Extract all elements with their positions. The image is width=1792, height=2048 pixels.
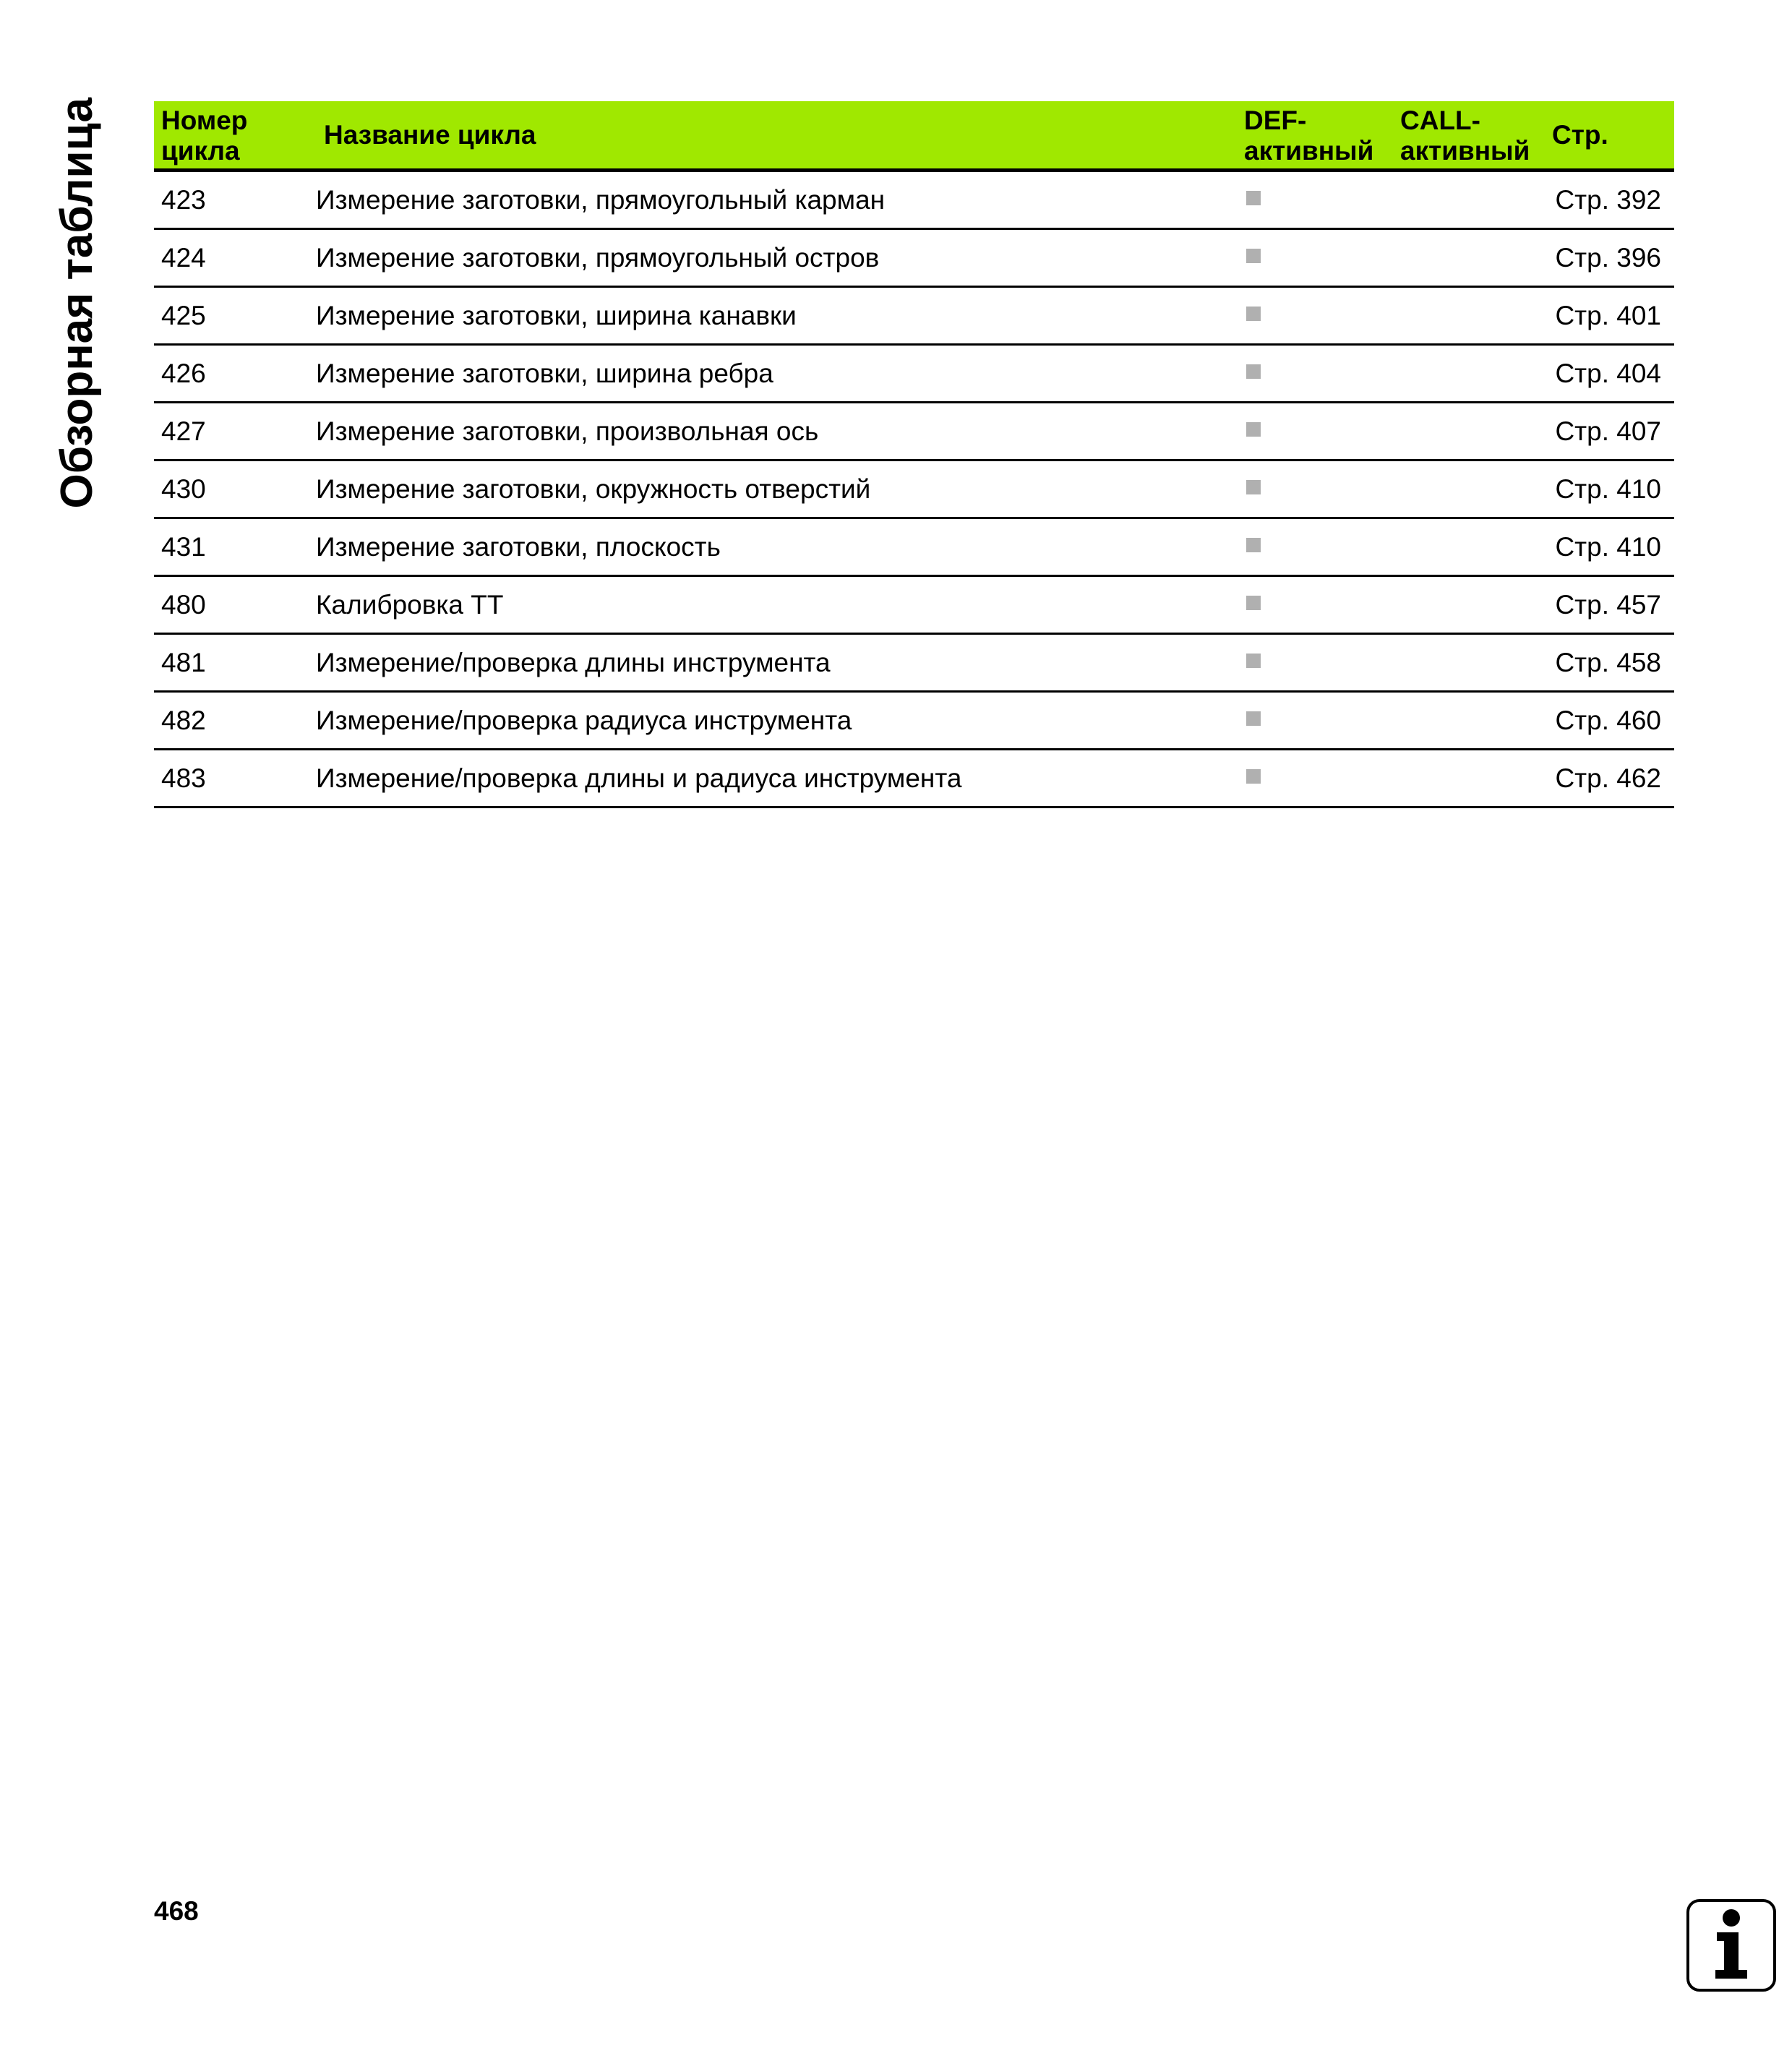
cycle-number: 427	[161, 416, 206, 446]
page-reference: Стр. 462	[1555, 763, 1661, 793]
cycle-name: Измерение заготовки, произвольная ось	[316, 416, 819, 446]
cycle-number: 482	[161, 706, 206, 735]
cycle-name: Измерение заготовки, прямоугольный остров	[316, 243, 880, 273]
square-marker-icon	[1246, 249, 1261, 263]
def-active-marker	[1246, 230, 1261, 286]
table-row	[154, 172, 1674, 230]
cycle-number: 424	[161, 243, 206, 273]
header-call-line2: активный	[1400, 136, 1530, 166]
header-def-active	[1244, 106, 1396, 166]
table-header	[154, 101, 1674, 172]
square-marker-icon	[1246, 191, 1261, 205]
table-row	[154, 346, 1674, 403]
square-marker-icon	[1246, 596, 1261, 610]
table-row	[154, 288, 1674, 346]
table-row	[154, 403, 1674, 461]
square-marker-icon	[1246, 307, 1261, 321]
page-reference: Стр. 410	[1555, 474, 1661, 504]
page-reference: Стр. 407	[1555, 416, 1661, 446]
cycle-number: 426	[161, 359, 206, 388]
cycle-name: Измерение заготовки, окружность отверстий	[316, 474, 871, 504]
cycle-name: Калибровка TT	[316, 590, 504, 620]
cycle-name: Измерение/проверка длины инструмента	[316, 648, 831, 677]
header-call-line1: CALL-	[1400, 106, 1480, 135]
page-number: 468	[154, 1896, 199, 1926]
cycle-name: Измерение/проверка длины и радиуса инструмента	[316, 763, 962, 793]
info-icon	[1686, 1899, 1776, 1992]
square-marker-icon	[1246, 422, 1261, 437]
cycle-number: 423	[161, 185, 206, 215]
def-active-marker	[1246, 635, 1261, 690]
header-cycle-number	[161, 106, 306, 166]
cycle-name: Измерение заготовки, плоскость	[316, 532, 721, 562]
cycle-name: Измерение заготовки, ширина канавки	[316, 301, 797, 330]
cycle-number: 483	[161, 763, 206, 793]
table-row	[154, 750, 1674, 808]
page-reference: Стр. 401	[1555, 301, 1661, 330]
def-active-marker	[1246, 172, 1261, 228]
cycle-name: Измерение заготовки, прямоугольный карман	[316, 185, 886, 215]
page-reference: Стр. 396	[1555, 243, 1661, 273]
page-reference: Стр. 460	[1555, 706, 1661, 735]
page-reference: Стр. 404	[1555, 359, 1661, 388]
page-reference: Стр. 458	[1555, 648, 1661, 677]
square-marker-icon	[1246, 364, 1261, 379]
square-marker-icon	[1246, 769, 1261, 784]
header-page: Стр.	[1552, 120, 1608, 150]
cycle-overview-table	[154, 101, 1674, 808]
cycle-number: 425	[161, 301, 206, 330]
cycle-number: 431	[161, 532, 206, 562]
table-row	[154, 230, 1674, 288]
square-marker-icon	[1246, 654, 1261, 668]
table-body	[154, 172, 1674, 808]
header-def-line2: активный	[1244, 136, 1374, 166]
table-row	[154, 635, 1674, 693]
side-title: Обзорная таблица	[52, 98, 102, 509]
table-row	[154, 519, 1674, 577]
square-marker-icon	[1246, 480, 1261, 494]
cycle-number: 430	[161, 474, 206, 504]
def-active-marker	[1246, 519, 1261, 575]
square-marker-icon	[1246, 538, 1261, 552]
cycle-name: Измерение заготовки, ширина ребра	[316, 359, 773, 388]
table-row	[154, 461, 1674, 519]
page-reference: Стр. 410	[1555, 532, 1661, 562]
def-active-marker	[1246, 403, 1261, 459]
def-active-marker	[1246, 346, 1261, 401]
cycle-name: Измерение/проверка радиуса инструмента	[316, 706, 852, 735]
header-def-line1: DEF-	[1244, 106, 1307, 135]
page-reference: Стр. 392	[1555, 185, 1661, 215]
page-reference: Стр. 457	[1555, 590, 1661, 620]
header-cycle-number-line1: Номер	[161, 106, 248, 135]
cycle-number: 481	[161, 648, 206, 677]
def-active-marker	[1246, 288, 1261, 343]
def-active-marker	[1246, 693, 1261, 748]
def-active-marker	[1246, 577, 1261, 633]
def-active-marker	[1246, 750, 1261, 806]
cycle-number: 480	[161, 590, 206, 620]
header-cycle-name: Название цикла	[324, 120, 536, 150]
def-active-marker	[1246, 461, 1261, 517]
table-row	[154, 693, 1674, 750]
square-marker-icon	[1246, 711, 1261, 726]
table-row	[154, 577, 1674, 635]
header-call-active	[1400, 106, 1552, 166]
header-cycle-number-line2: цикла	[161, 136, 240, 166]
